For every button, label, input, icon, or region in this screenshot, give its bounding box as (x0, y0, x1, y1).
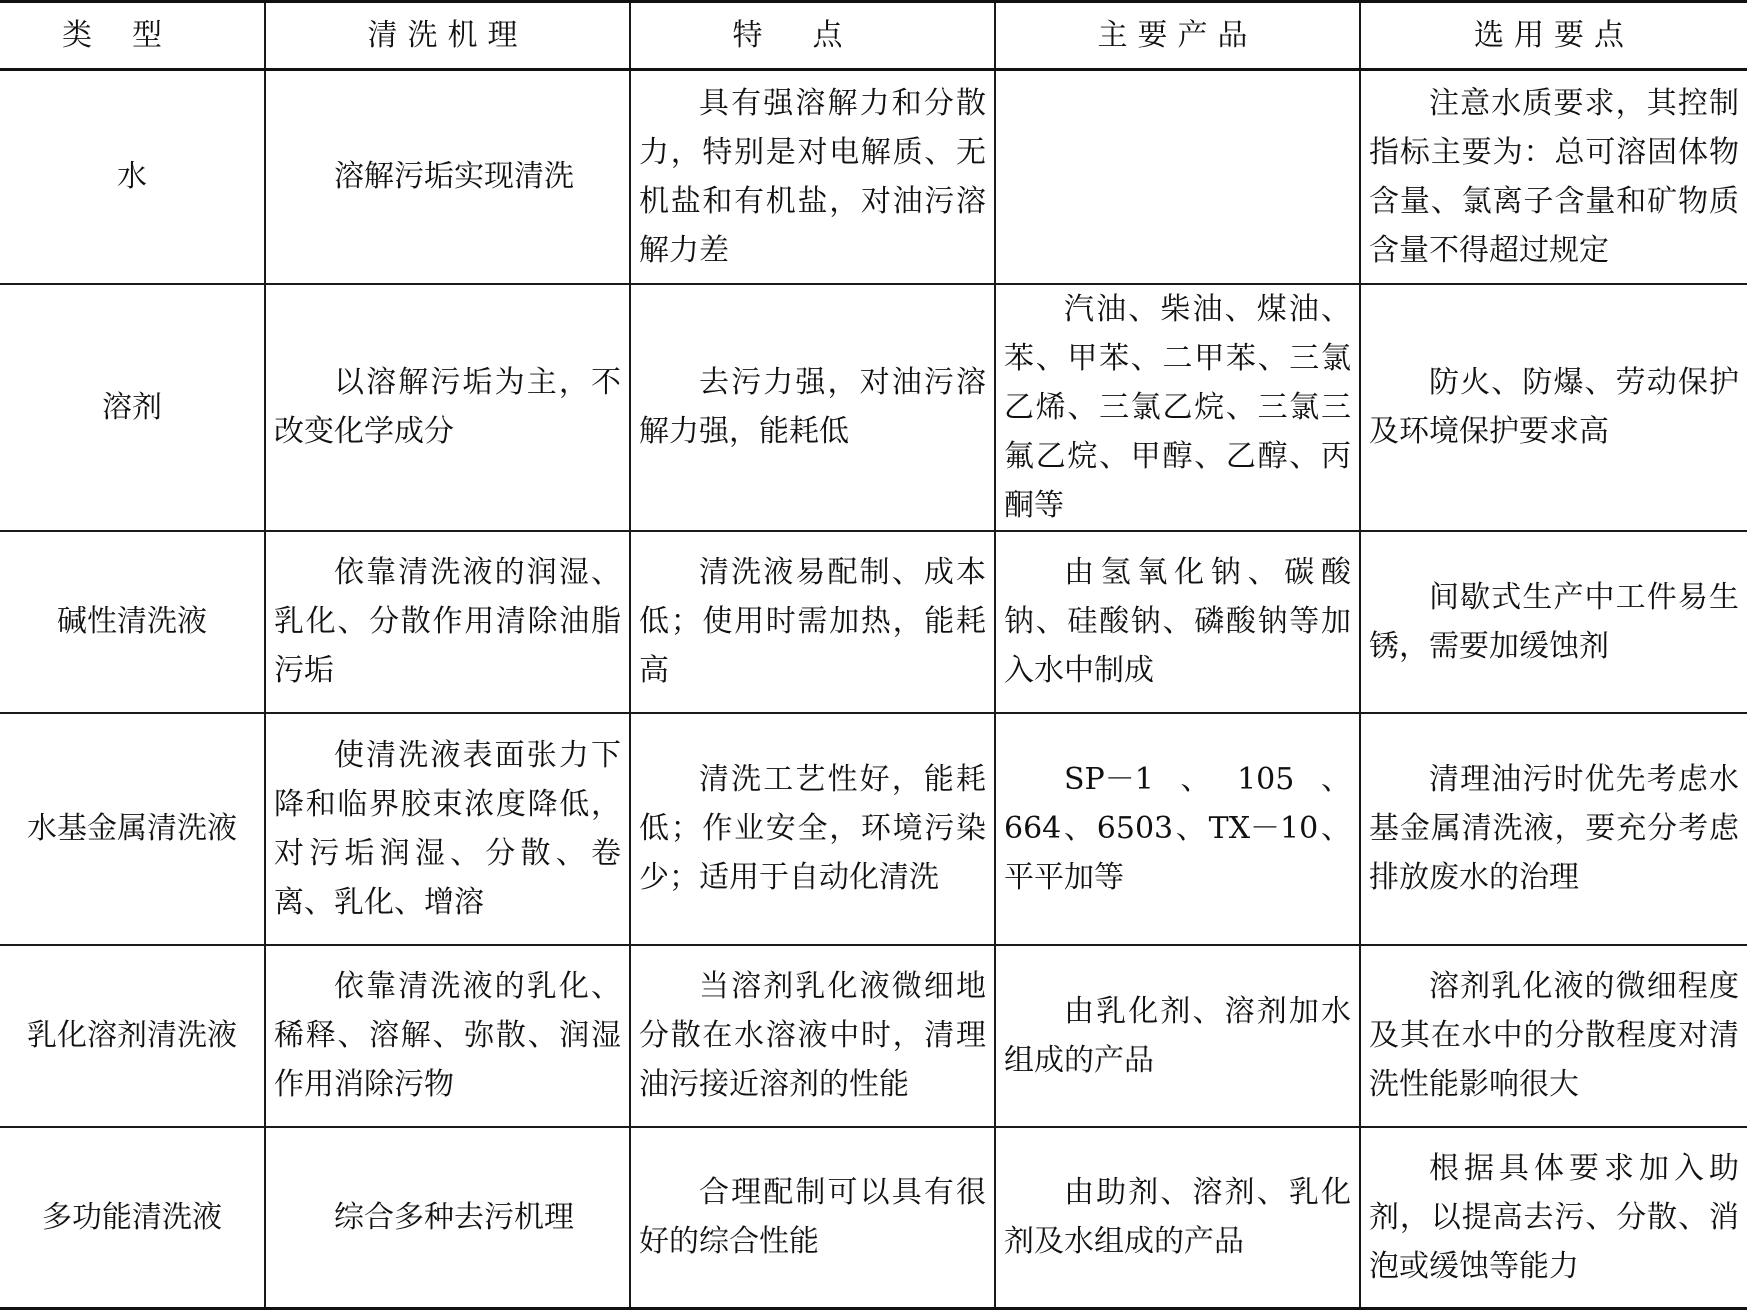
header-mechanism: 清洗机理 (265, 2, 630, 70)
header-features: 特点 (630, 2, 995, 70)
row-features: 具有强溶解力和分散力，特别是对电解质、无机盐和有机盐，对油污溶解力差 (630, 70, 995, 284)
header-row (0, 2, 1747, 70)
row-selection: 溶剂乳化液的微细程度及其在水中的分散程度对清洗性能影响很大 (1360, 945, 1747, 1127)
row-selection: 注意水质要求，其控制指标主要为：总可溶固体物含量、氯离子含量和矿物质含量不得超过规定 (1360, 70, 1747, 284)
row-mechanism: 综合多种去污机理 (265, 1127, 630, 1309)
row-mechanism: 依靠清洗液的乳化、稀释、溶解、弥散、润湿作用消除污物 (265, 945, 630, 1127)
table-row (0, 70, 1747, 284)
row-selection: 根据具体要求加入助剂，以提高去污、分散、消泡或缓蚀等能力 (1360, 1127, 1747, 1309)
header-type: 类型 (0, 2, 265, 70)
table-row (0, 1127, 1747, 1309)
row-products (995, 70, 1360, 284)
row-type: 碱性清洗液 (0, 531, 265, 713)
row-features: 清洗液易配制、成本低；使用时需加热，能耗高 (630, 531, 995, 713)
row-products: 由氢氧化钠、碳酸钠、硅酸钠、磷酸钠等加入水中制成 (995, 531, 1360, 713)
row-products: 由助剂、溶剂、乳化剂及水组成的产品 (995, 1127, 1360, 1309)
header-products: 主要产品 (995, 2, 1360, 70)
table-row (0, 713, 1747, 945)
row-type: 多功能清洗液 (0, 1127, 265, 1309)
row-products: 由乳化剂、溶剂加水组成的产品 (995, 945, 1360, 1127)
row-mechanism: 溶解污垢实现清洗 (265, 70, 630, 284)
row-features: 去污力强，对油污溶解力强，能耗低 (630, 284, 995, 531)
row-selection: 防火、防爆、劳动保护及环境保护要求高 (1360, 284, 1747, 531)
table-row (0, 531, 1747, 713)
table-row (0, 945, 1747, 1127)
row-products: SP－1、105、664、6503、TX－10、平平加等 (995, 713, 1360, 945)
row-type: 乳化溶剂清洗液 (0, 945, 265, 1127)
row-mechanism: 依靠清洗液的润湿、乳化、分散作用清除油脂污垢 (265, 531, 630, 713)
table-row (0, 284, 1747, 531)
row-features: 当溶剂乳化液微细地分散在水溶液中时，清理油污接近溶剂的性能 (630, 945, 995, 1127)
row-products: 汽油、柴油、煤油、苯、甲苯、二甲苯、三氯乙烯、三氯乙烷、三氯三氟乙烷、甲醇、乙醇、丙酮等 (995, 284, 1360, 531)
row-mechanism: 使清洗液表面张力下降和临界胶束浓度降低，对污垢润湿、分散、卷离、乳化、增溶 (265, 713, 630, 945)
row-type: 水基金属清洗液 (0, 713, 265, 945)
row-features: 合理配制可以具有很好的综合性能 (630, 1127, 995, 1309)
row-selection: 清理油污时优先考虑水基金属清洗液，要充分考虑排放废水的治理 (1360, 713, 1747, 945)
header-selection: 选用要点 (1360, 2, 1747, 70)
row-selection: 间歇式生产中工件易生锈，需要加缓蚀剂 (1360, 531, 1747, 713)
row-mechanism: 以溶解污垢为主，不改变化学成分 (265, 284, 630, 531)
row-type: 水 (0, 70, 265, 284)
row-type: 溶剂 (0, 284, 265, 531)
row-features: 清洗工艺性好，能耗低；作业安全，环境污染少；适用于自动化清洗 (630, 713, 995, 945)
